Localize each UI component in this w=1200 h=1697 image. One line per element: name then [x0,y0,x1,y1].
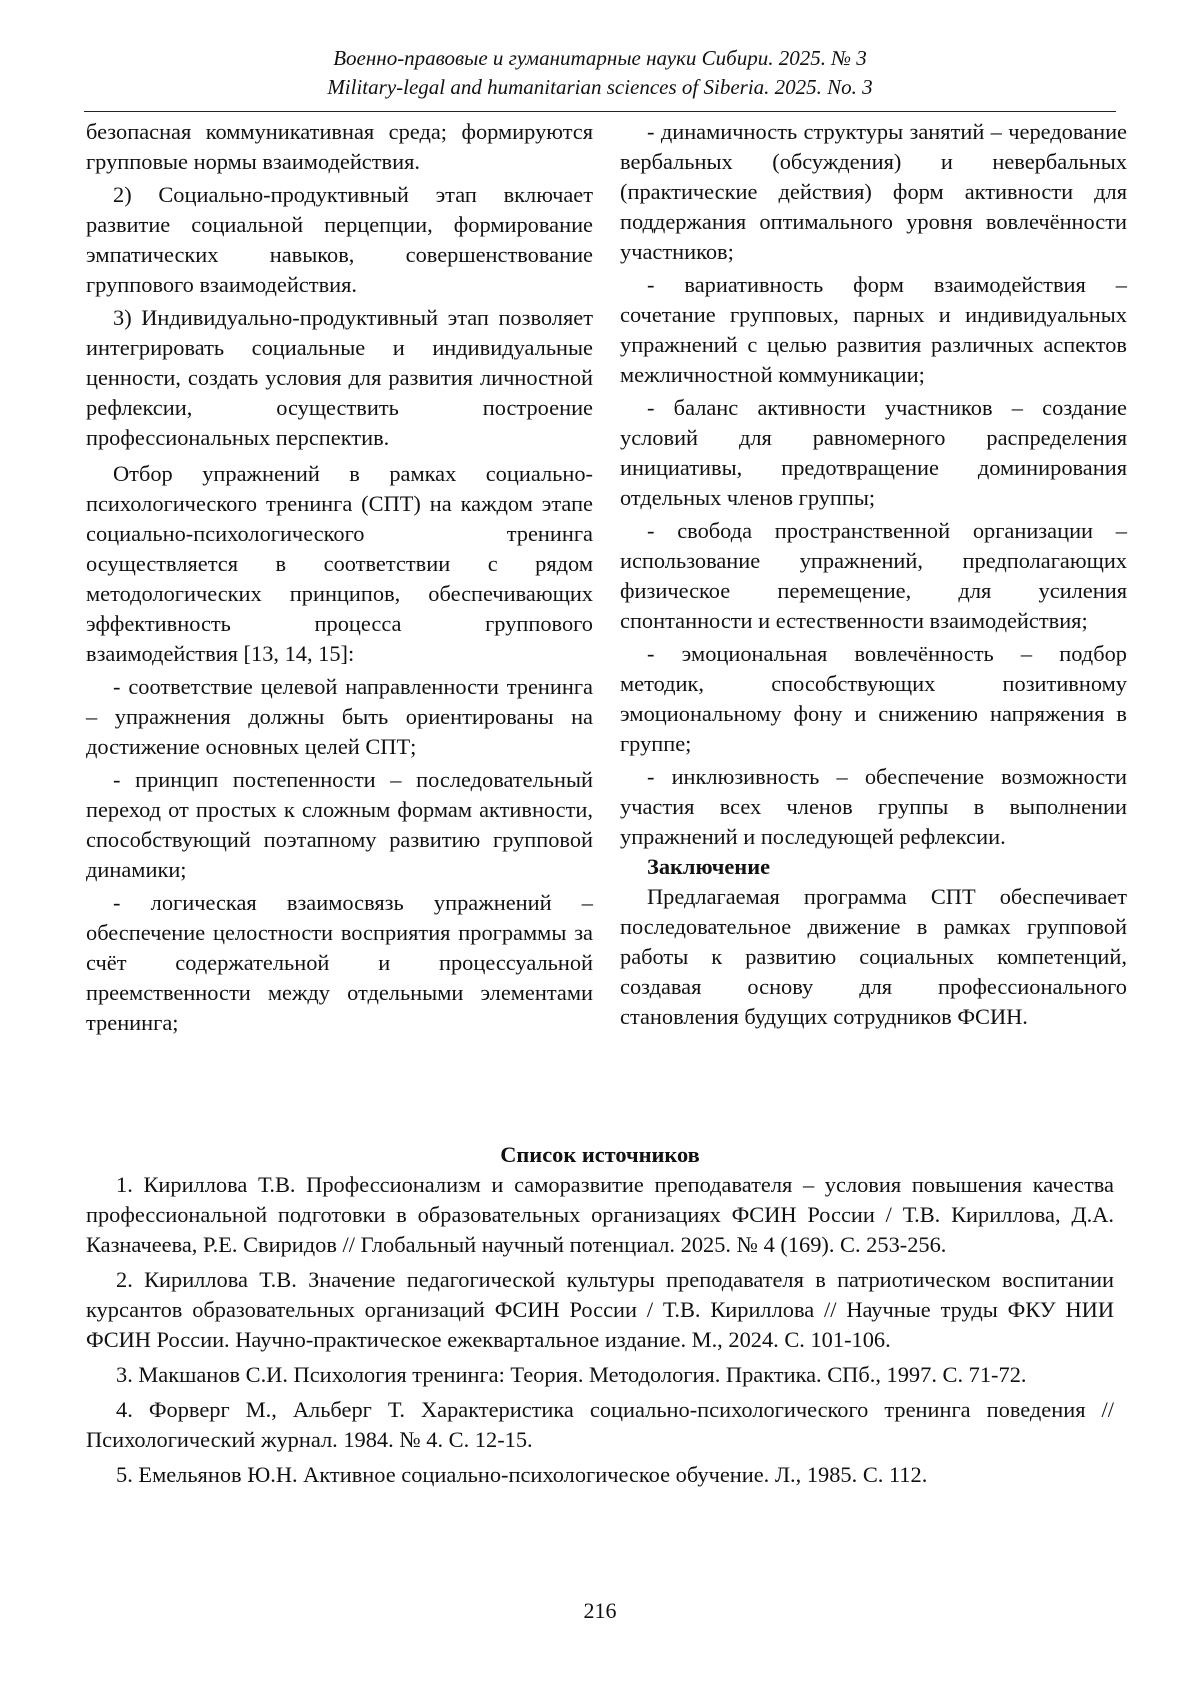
list-item: - эмоциональная вовлечённость – подбор методик, способствующих позитивному эмоциональному фону и снижению напряжения в группе; [620,641,1127,756]
paragraph: 2) Социально-продуктивный этап включает развитие социальной перцепции, формирование эмпатических навыков, совершенствование группового взаимодействия. [86,182,593,297]
reference-item: 5. Емельянов Ю.Н. Активное социально-психологическое обучение. Л., 1985. С. 112. [116,1462,928,1487]
paragraph: Отбор упражнений в рамках социально-психологического тренинга (СПТ) на каждом этапе социально-психологического тренинга осуществляется в соответствии с рядом методологических принципов, обеспечивающих эффективность процесса группового взаимодействия [13, 14, 15]: [86,461,593,666]
header-divider [84,111,1116,112]
reference-item: 3. Макшанов С.И. Психология тренинга: Теория. Методология. Практика. СПб., 1997. С. 71-72. [116,1362,1027,1387]
list-item: - соответствие целевой направленности тренинга – упражнения должны быть ориентированы на достижение основных целей СПТ; [86,674,593,759]
reference-item: 4. Форверг М., Альберг Т. Характеристика социально-психологического тренинга поведения // Психологический журнал. 1984. № 4. С. 12-15. [86,1397,1114,1452]
reference-item: 1. Кириллова Т.В. Профессионализм и саморазвитие преподавателя – условия повышения качества профессиональной подготовки в образовательных организациях ФСИН России / Т.В. Кириллова, Д.А. Казначеева, Р.Е. Свиридов // Глобальный научный потенциал. 2025. № 4 (169). С. 253-256. [86,1172,1114,1257]
list-item: - принцип постепенности – последовательный переход от простых к сложным формам активности, способствующий поэтапному развитию групповой динамики; [86,767,593,882]
paragraph: безопасная коммуникативная среда; формируются групповые нормы взаимодействия. [86,119,593,174]
journal-title-en: Military-legal and humanitarian sciences of Siberia. 2025. No. 3 [327,75,873,99]
list-item: - вариативность форм взаимодействия – сочетание групповых, парных и индивидуальных упражнений с целью развития различных аспектов межличностной коммуникации; [620,272,1127,387]
journal-title-ru: Военно-правовые и гуманитарные науки Сибири. 2025. № 3 [333,46,867,70]
conclusion-text: Предлагаемая программа СПТ обеспечивает последовательное движение в рамках групповой работы к развитию социальных компетенций, создавая основу для профессионального становления будущих сотрудников ФСИН. [620,884,1127,1029]
paragraph: 3) Индивидуально-продуктивный этап позволяет интегрировать социальные и индивидуальные ценности, создать условия для развития личностной рефлексии, осуществить построение профессиональных перспектив. [86,305,593,450]
list-item: - инклюзивность – обеспечение возможности участия всех членов группы в выполнении упражнений и последующей рефлексии. [620,764,1127,849]
conclusion-heading: Заключение [647,854,771,879]
list-item: - динамичность структуры занятий – чередование вербальных (обсуждения) и невербальных (практические действия) форм активности для поддержания оптимального уровня вовлечённости участников; [620,119,1127,264]
page-number: 216 [583,1598,617,1623]
reference-item: 2. Кириллова Т.В. Значение педагогической культуры преподавателя в патриотическом воспитании курсантов образовательных организаций ФСИН России / Т.В. Кириллова // Научные труды ФКУ НИИ ФСИН России. Научно-практическое ежеквартальное издание. М., 2024. С. 101-106. [86,1267,1114,1352]
references-list [86,1170,1114,1490]
left-column [86,117,593,1038]
references-title: Список источников [500,1142,700,1167]
list-item: - логическая взаимосвязь упражнений – обеспечение целостности восприятия программы за счёт содержательной и процессуальной преемственности между отдельными элементами тренинга; [86,890,593,1035]
list-item: - свобода пространственной организации – использование упражнений, предполагающих физическое перемещение, для усиления спонтанности и естественности взаимодействия; [620,518,1127,633]
journal-header [84,44,1116,102]
list-item: - баланс активности участников – создание условий для равномерного распределения инициативы, предотвращение доминирования отдельных членов группы; [620,395,1127,510]
right-column [620,117,1127,1032]
